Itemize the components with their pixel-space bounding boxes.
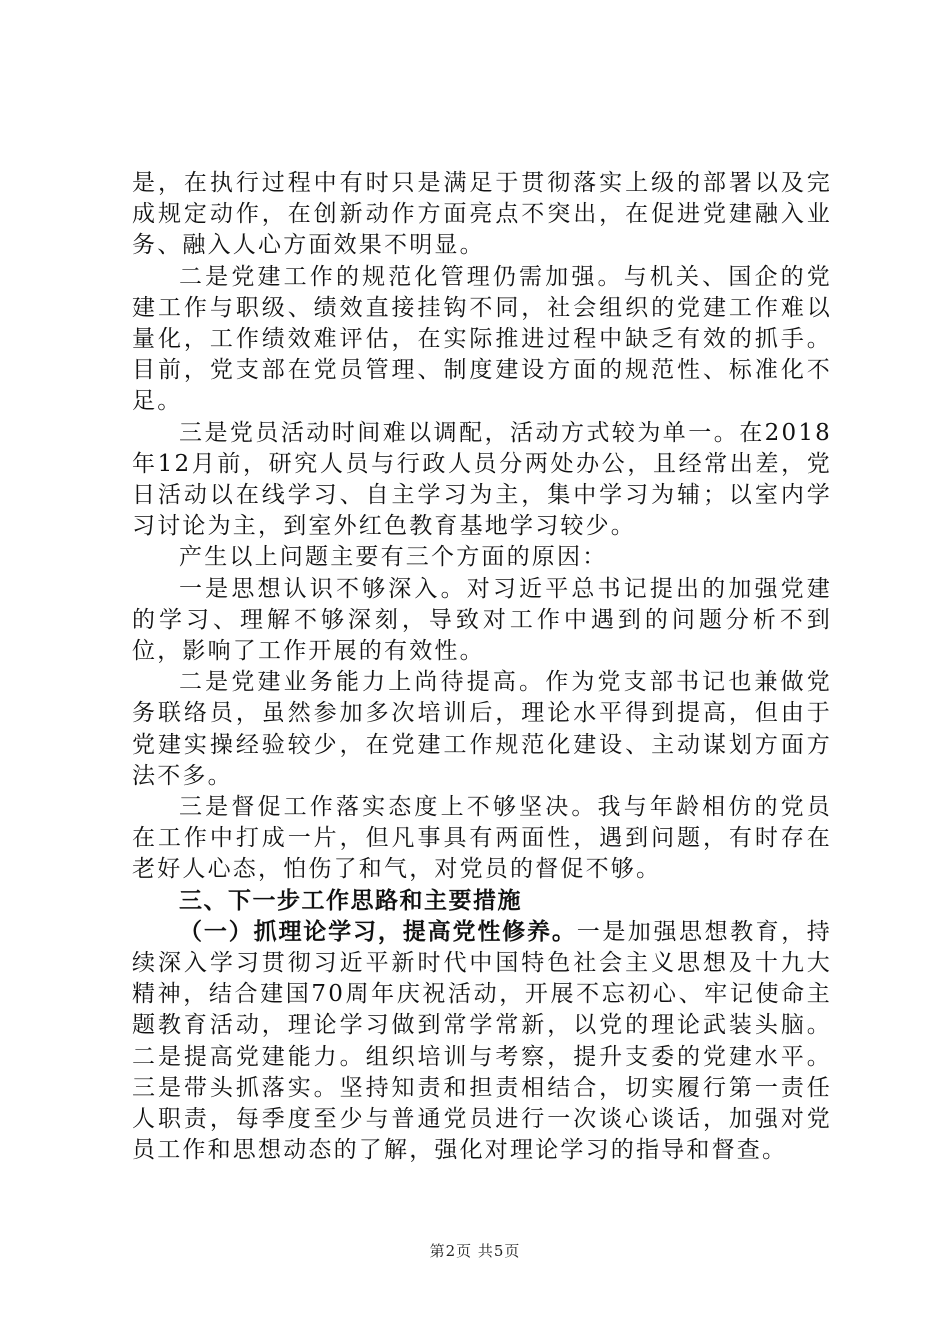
paragraph-problem-2: 二是党建工作的规范化管理仍需加强。与机关、国企的党建工作与职级、绩效直接挂钩不同，社会组织的党建工作难以量化，工作绩效难评估，在实际推进过程中缺乏有效的抓手。目前，党支部在党员管理、制度建设方面的规范性、标准化不足。 [132,263,832,415]
paragraph-cause-2: 二是党建业务能力上尚待提高。作为党支部书记也兼做党务联络员，虽然参加多次培训后，理论水平得到提高，但由于党建实操经验较少，在党建工作规范化建设、主动谋划方面方法不多。 [132,669,832,789]
document-body [132,168,832,1167]
section-heading: 三、下一步工作思路和主要措施 [179,887,522,914]
paragraph-continuation: 是，在执行过程中有时只是满足于贯彻落实上级的部署以及完成规定动作，在创新动作方面亮点不突出，在促进党建融入业务、融入人心方面效果不明显。 [132,170,832,259]
paragraph-cause-3: 三是督促工作落实态度上不够坚决。我与年龄相仿的党员在工作中打成一片，但凡事具有两面性，遇到问题，有时存在老好人心态，怕伤了和气，对党员的督促不够。 [132,794,832,883]
measure-1-body: 一是加强思想教育，持续深入学习贯彻习近平新时代中国特色社会主义思想及十九大精神，结合建国70周年庆祝活动，开展不忘初心、牢记使命主题教育活动，理论学习做到常学常新，以党的理论武装头脑。二是提高党建能力。组织培训与考察，提升支委的党建水平。三是带头抓落实。坚持知责和担责相结合，切实履行第一责任人职责，每季度至少与普通党员进行一次谈心谈话，加强对党员工作和思想动态的了解，强化对理论学习的指导和督查。 [132,918,833,1164]
measure-1-title: （一）抓理论学习，提高党性修养。 [179,918,577,945]
page-footer: 第2页 共5页 [429,1242,521,1260]
paragraph-measure-1 [132,917,832,1167]
paragraph-causes-intro: 产生以上问题主要有三个方面的原因： [179,544,608,571]
paragraph-problem-3: 三是党员活动时间难以调配，活动方式较为单一。在2018年12月前，研究人员与行政人员分两处办公，且经常出差，党日活动以在线学习、自主学习为主，集中学习为辅；以室内学习讨论为主，到室外红色教育基地学习较少。 [132,419,832,540]
paragraph-cause-1: 一是思想认识不够深入。对习近平总书记提出的加强党建的学习、理解不够深刻，导致对工作中遇到的问题分析不到位，影响了工作开展的有效性。 [132,575,832,665]
